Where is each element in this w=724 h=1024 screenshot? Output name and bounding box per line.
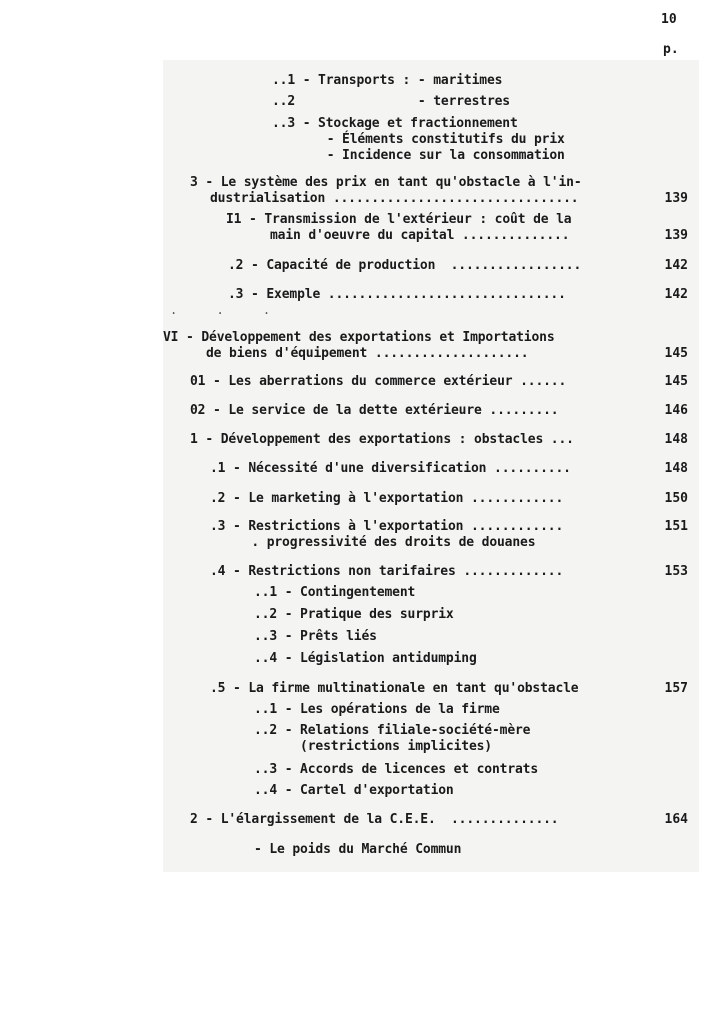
toc-page-number: 164 [664, 812, 688, 827]
toc-line: ..2 - terrestres [272, 94, 510, 109]
toc-line: .2 - Capacité de production ................. [228, 258, 582, 273]
toc-page-number: 153 [664, 564, 688, 579]
toc-line: .1 - Nécessité d'une diversification .......... [210, 461, 571, 476]
toc-line: 3 - Le système des prix en tant qu'obstacle à l'in- [190, 175, 582, 190]
toc-line: ..1 - Les opérations de la firme [254, 702, 500, 717]
toc-line: I1 - Transmission de l'extérieur : coût de la [226, 212, 572, 227]
toc-line: 2 - L'élargissement de la C.E.E. .............. [190, 812, 559, 827]
toc-line: ..4 - Législation antidumping [254, 651, 477, 666]
toc-line: dustrialisation ................................ [210, 191, 579, 206]
toc-line: .2 - Le marketing à l'exportation ............ [210, 491, 564, 506]
toc-page-number: 146 [664, 403, 688, 418]
toc-line: VI - Développement des exportations et Importations [163, 330, 555, 345]
toc-line: . progressivité des droits de douanes [236, 535, 536, 550]
toc-line: .3 - Exemple ............................... [228, 287, 566, 302]
toc-line: ..3 - Stockage et fractionnement [272, 116, 518, 131]
toc-page-number: 139 [664, 191, 688, 206]
toc-line: (restrictions implicites) [254, 739, 492, 754]
scan-specks: . . . [170, 303, 287, 317]
toc-page-number: 142 [664, 258, 688, 273]
toc-line: main d'oeuvre du capital .............. [270, 228, 570, 243]
toc-page-number: 145 [664, 374, 688, 389]
toc-line: 01 - Les aberrations du commerce extérieur ...... [190, 374, 567, 389]
toc-line: ..1 - Contingentement [254, 585, 416, 600]
toc-line: ..2 - Relations filiale-société-mère [254, 723, 531, 738]
toc-page-number: 148 [664, 461, 688, 476]
toc-page-number: 142 [664, 287, 688, 302]
page-number: 10 [661, 12, 677, 27]
toc-line: - Incidence sur la consommation [296, 148, 565, 163]
toc-line: 1 - Développement des exportations : obstacles ... [190, 432, 574, 447]
toc-line: .5 - La firme multinationale en tant qu'obstacle [210, 681, 579, 696]
toc-line: - Éléments constitutifs du prix [296, 132, 565, 147]
toc-line: de biens d'équipement .................... [206, 346, 529, 361]
toc-page-number: 148 [664, 432, 688, 447]
toc-page-number: 157 [664, 681, 688, 696]
toc-line: - Le poids du Marché Commun [254, 842, 462, 857]
toc-page-number: 150 [664, 491, 688, 506]
toc-page-number: 139 [664, 228, 688, 243]
toc-page-number: 151 [664, 519, 688, 534]
toc-page-number: 145 [664, 346, 688, 361]
toc-line: .3 - Restrictions à l'exportation ............ [210, 519, 564, 534]
toc-line: .4 - Restrictions non tarifaires ............. [210, 564, 564, 579]
toc-line: 02 - Le service de la dette extérieure ......... [190, 403, 559, 418]
toc-line: ..3 - Accords de licences et contrats [254, 762, 539, 777]
toc-line: ..2 - Pratique des surprix [254, 607, 454, 622]
page-column-label: p. [663, 42, 679, 57]
toc-line: ..4 - Cartel d'exportation [254, 783, 454, 798]
toc-line: ..1 - Transports : - maritimes [272, 73, 503, 88]
toc-line: ..3 - Prêts liés [254, 629, 377, 644]
